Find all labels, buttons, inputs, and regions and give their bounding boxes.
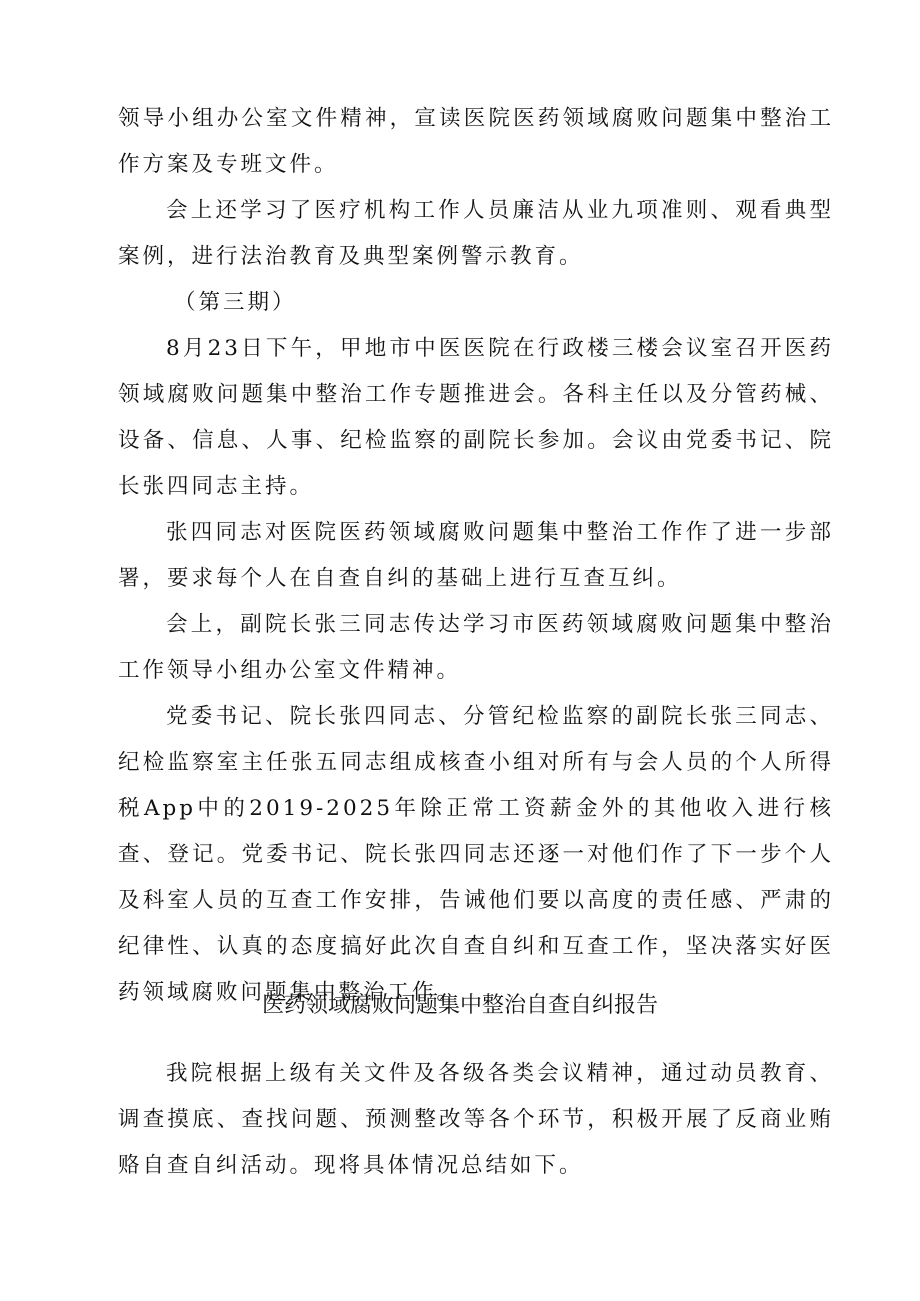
paragraph-deployment: 张四同志对医院医药领域腐败问题集中整治工作作了进一步部署，要求每个人在自查自纠的基础上进行互查互纠。 <box>118 520 834 591</box>
paragraph-continuation: 领导小组办公室文件精神，宣读医院医药领域腐败问题集中整治工作方案及专班文件。 <box>118 106 834 177</box>
body-text-lower <box>118 1051 834 1189</box>
report-title: 医药领域腐败问题集中整治自查自纠报告 <box>261 993 658 1018</box>
issue-label: （第三期） <box>174 290 297 315</box>
paragraph-transmission: 会上，副院长张三同志传达学习市医药领域腐败问题集中整治工作领导小组办公室文件精神。 <box>118 612 834 683</box>
body-text-upper <box>118 96 834 1016</box>
paragraph-study: 会上还学习了医疗机构工作人员廉洁从业九项准则、观看典型案例，进行法治教育及典型案例警示教育。 <box>118 198 834 269</box>
paragraph-summary: 我院根据上级有关文件及各级各类会议精神，通过动员教育、调查摸底、查找问题、预测整改等各个环节，积极开展了反商业贿赂自查自纠活动。现将具体情况总结如下。 <box>118 1061 834 1178</box>
paragraph-meeting: 8月23日下午，甲地市中医医院在行政楼三楼会议室召开医药领域腐败问题集中整治工作专题推进会。各科主任以及分管药械、设备、信息、人事、纪检监察的副院长参加。会议由党委书记、院长张四同志主持。 <box>118 336 834 499</box>
paragraph-verification: 党委书记、院长张四同志、分管纪检监察的副院长张三同志、纪检监察室主任张五同志组成核查小组对所有与会人员的个人所得税App中的2019-2025年除正常工资薪金外的其他收入进行核查、登记。党委书记、院长张四同志还逐一对他们作了下一步个人及科室人员的互查工作安排，告诫他们要以高度的责任感、严肃的纪律性、认真的态度搞好此次自查自纠和互查工作，坚决落实好医药领域腐败问题集中整治工作。 <box>118 704 834 1005</box>
